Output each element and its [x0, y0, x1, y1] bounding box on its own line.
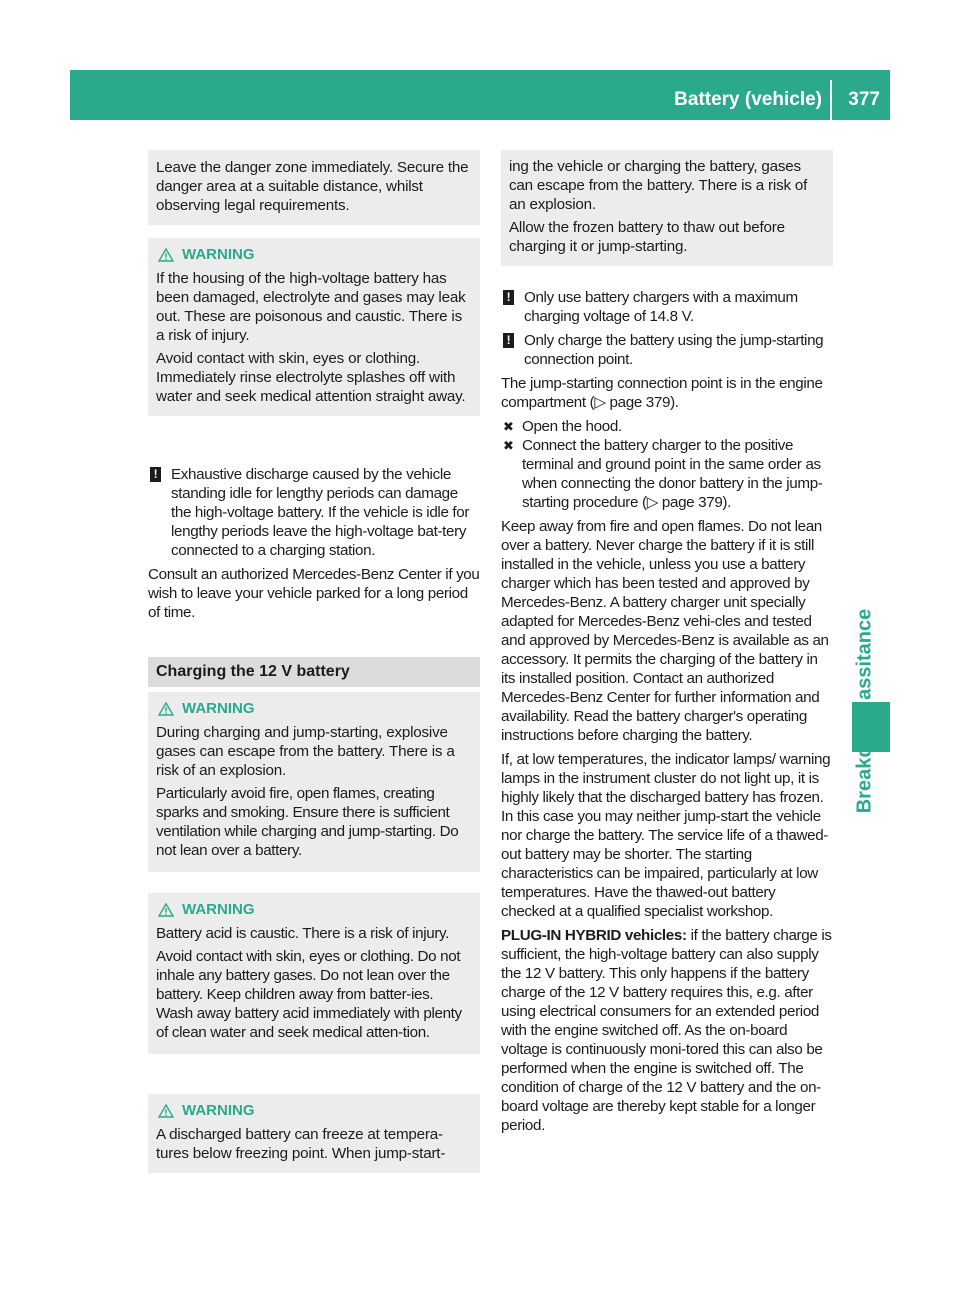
side-tab-marker: [852, 702, 890, 752]
side-tab: [840, 121, 890, 1201]
warning-box-2: [148, 692, 480, 872]
warning-heading: [156, 244, 472, 266]
warning-triangle-icon: [158, 702, 174, 716]
low-temperature-paragraph: If, at low temperatures, the indicator lamps/ warning lamps in the instrument cluster do not light up, it is highly likely that the discharged battery has frozen. In this case you may neither jump-start the vehicle nor charge the battery. The service life of a thawed-out battery may be shorter. The starting characteristics can be impaired, particularly at low temperatures. Have the thawed-out battery checked at a qualified specialist workshop.: [501, 751, 831, 920]
warning-triangle-icon: [158, 1104, 174, 1118]
note-discharge-text: Exhaustive discharge caused by the vehicle standing idle for lengthy periods can damage the high-voltage battery. If the vehicle is idle for lengthy periods leave the high-voltage bat-tery connected to a charging station.: [171, 466, 470, 559]
warning-text-1: A discharged battery can freeze at tempera-tures below freezing point. When jump-start-: [156, 1126, 446, 1162]
step-open-hood: ✖ Open the hood.: [503, 418, 622, 435]
warning-label: WARNING: [182, 700, 255, 717]
jump-point-paragraph: The jump-starting connection point is in the engine compartment (▷ page 379).: [501, 375, 823, 411]
warning-heading: [156, 899, 472, 921]
plugin-hybrid-label: PLUG-IN HYBRID vehicles:: [501, 927, 687, 944]
page-number: 377: [848, 89, 880, 110]
section-heading: Charging the 12 V battery: [148, 657, 480, 687]
arrow-step-icon: ✖: [503, 419, 514, 434]
warning-label: WARNING: [182, 246, 255, 263]
consult-paragraph: Consult an authorized Mercedes-Benz Center if you wish to leave your vehicle parked for a long period of time.: [148, 566, 480, 621]
note-charger-voltage: ! Only use battery chargers with a maximum charging voltage of 14.8 V.: [501, 288, 833, 326]
danger-text: Leave the danger zone immediately. Secure the danger area at a suitable distance, whilst observing legal requirements.: [156, 159, 469, 214]
exclamation-note-icon: !: [503, 290, 514, 305]
exclamation-note-icon: !: [150, 467, 161, 482]
chapter-title: Battery (vehicle): [674, 89, 822, 110]
warning-text-1: Battery acid is caustic. There is a risk of injury.: [156, 925, 450, 942]
warning-text-1: If the housing of the high-voltage battery has been damaged, electrolyte and gases may leak out. These are poisonous and caustic. There is a risk of injury.: [156, 270, 466, 344]
warning-box-4: [148, 1094, 480, 1173]
warning-text-2: Particularly avoid fire, open flames, creating sparks and smoking. Ensure there is sufficient ventilation while charging and jump-starting. Do not lean over a battery.: [156, 785, 459, 859]
page-header: [70, 70, 890, 120]
arrow-step-icon: ✖: [503, 438, 514, 453]
warning-label: WARNING: [182, 901, 255, 918]
right-body: [501, 288, 833, 1135]
exclamation-note-icon: !: [503, 333, 514, 348]
warning-text-2: Avoid contact with skin, eyes or clothing. Immediately rinse electrolyte splashes off with water and seek medical attention straight away.: [156, 350, 466, 405]
left-column: [148, 150, 480, 225]
plugin-hybrid-text: if the battery charge is sufficient, the high-voltage battery can also supply the 12 V battery. This only happens if the battery charge of the 12 V battery requires this, e.g. after using electrical consumers for an extended period with the engine switched off. As the on-board voltage is continuously moni-tored this can also be performed when the engine is switched off. The condition of charge of the 12 V battery and the on-board voltage are thereby kept stable for a longer period.: [501, 927, 832, 1134]
note-jump-point: ! Only charge the battery using the jump-starting connection point.: [501, 331, 833, 369]
header-divider: [830, 80, 832, 120]
warning-text-1: During charging and jump-starting, explosive gases can escape from the battery. There is a risk of an explosion.: [156, 724, 455, 779]
warning-triangle-icon: [158, 903, 174, 917]
plugin-hybrid-paragraph: [501, 926, 833, 1135]
warning-box-3: [148, 893, 480, 1054]
note-discharge: [148, 465, 480, 560]
keep-away-paragraph: Keep away from fire and open flames. Do not lean over a battery. Never charge the battery if it is still installed in the vehicle, unless you use a battery charger which has been tested and approved by Mercedes-Benz. A battery charger unit specially adapted for Mercedes-Benz vehi-cles and tested and approved by Mercedes-Benz is available as an accessory. It permits the charging of the battery in its installed position. Contact an authorized Mercedes-Benz Center for further information and availability. Read the battery charger's operating instructions before charging the battery.: [501, 518, 829, 744]
warning-heading: [156, 698, 472, 720]
warning-box-1: [148, 238, 480, 416]
warning-triangle-icon: [158, 248, 174, 262]
warning-heading: [156, 1100, 472, 1122]
warning-label: WARNING: [182, 1102, 255, 1119]
warning-text-3: Allow the frozen battery to thaw out before charging it or jump-starting.: [509, 219, 785, 255]
danger-box: [148, 150, 480, 225]
warning-text-2: Avoid contact with skin, eyes or clothing. Do not inhale any battery gases. Do not lean over the battery. Keep children away from batter-ies. Wash away battery acid immediately with plenty of clean water and seek medical atten-tion.: [156, 948, 462, 1041]
warning-box-4-continued: [501, 150, 833, 266]
step-connect-charger: ✖ Connect the battery charger to the positive terminal and ground point in the same order as when connecting the donor battery in the jump-starting procedure (▷ page 379).: [503, 437, 823, 511]
warning-text-2: ing the vehicle or charging the battery, gases can escape from the battery. There is a risk of an explosion.: [509, 158, 808, 213]
